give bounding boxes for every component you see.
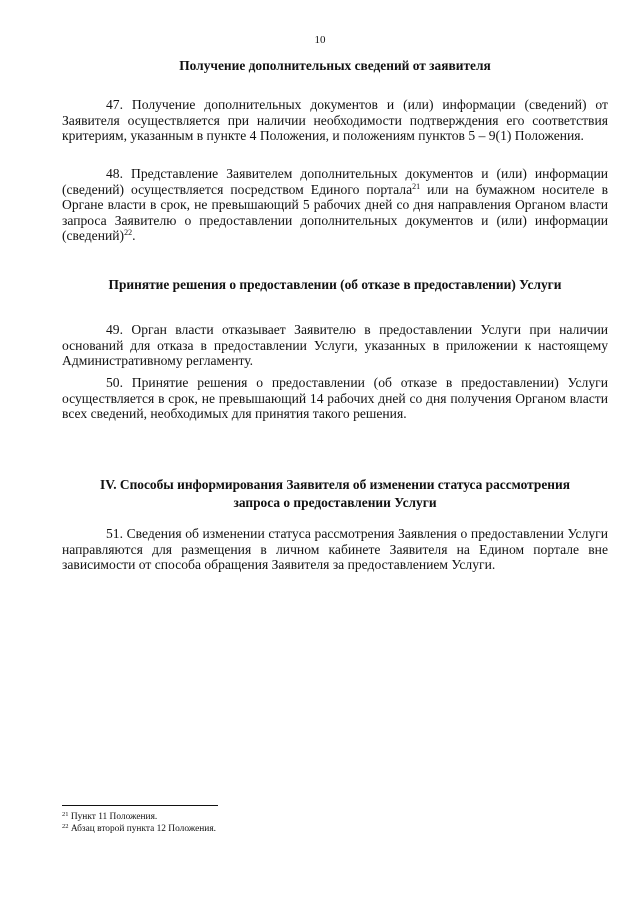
page-number: 10 bbox=[314, 34, 326, 46]
paragraph-48-text-1: 48. Представление Заявителем дополнительных документов и (или) информации (сведений) осуществляется посредством Единого портала bbox=[62, 166, 608, 197]
footnote-ref-21: 21 bbox=[412, 181, 421, 191]
paragraph-51: 51. Сведения об изменении статуса рассмотрения Заявления о предоставлении Услуги направляются для размещения в личном кабинете Заявителя на Едином портале вне зависимости от способа обращения Заявителя за предоставлением Услуги. bbox=[62, 526, 608, 573]
section-heading-iv-line-2: запроса о предоставлении Услуги bbox=[233, 495, 437, 510]
footnote-text: Пункт 11 Положения. bbox=[68, 812, 158, 822]
paragraph-48 bbox=[62, 166, 608, 244]
footnote-21 bbox=[62, 811, 462, 823]
paragraph-47: 47. Получение дополнительных документов и (или) информации (сведений) от Заявителя осуществляется при наличии необходимости подтверждения его соответствия критериям, указанным в пункте 4 Положения, и положениям пунктов 5 – 9(1) Положения. bbox=[62, 97, 608, 144]
footnote-number: 22 bbox=[62, 823, 69, 830]
paragraph-49: 49. Орган власти отказывает Заявителю в предоставлении Услуги при наличии оснований для отказа в предоставлении Услуги, указанных в приложении к настоящему Административному регламенту. bbox=[62, 322, 608, 369]
paragraph-48-text-end: . bbox=[132, 228, 136, 244]
footnote-text: Абзац второй пункта 12 Положения. bbox=[68, 824, 216, 834]
section-heading-additional-info: Получение дополнительных сведений от заявителя bbox=[179, 58, 491, 73]
footnote-ref-22: 22 bbox=[124, 228, 133, 238]
section-heading-decision: Принятие решения о предоставлении (об отказе в предоставлении) Услуги bbox=[108, 277, 562, 292]
paragraph-50: 50. Принятие решения о предоставлении (об отказе в предоставлении) Услуги осуществляется в срок, не превышающий 14 рабочих дней со дня получения Органом власти всех сведений, необходимых для принятия такого решения. bbox=[62, 375, 608, 422]
footnote-number: 21 bbox=[62, 811, 69, 818]
footnote-separator bbox=[62, 805, 218, 806]
footnote-22 bbox=[62, 823, 462, 835]
footnotes bbox=[62, 811, 462, 835]
section-heading-iv-line-1: IV. Способы информирования Заявителя об изменении статуса рассмотрения bbox=[100, 477, 570, 492]
paragraph-48-text-2: или на бумажном носителе в Органе власти в срок, не превышающий 5 рабочих дней со дня направления Органом власти запроса Заявителю о предоставлении дополнительных документов и (или) информации (сведений) bbox=[62, 181, 608, 244]
